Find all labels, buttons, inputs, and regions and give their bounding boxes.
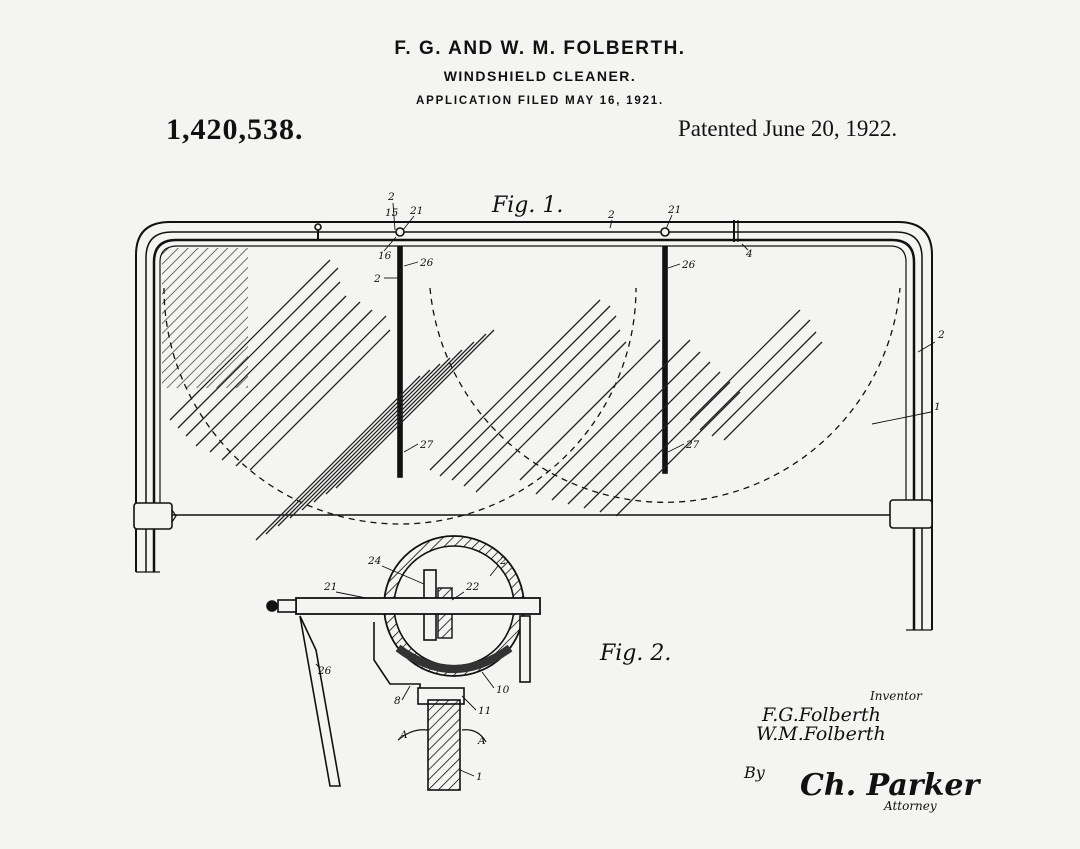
ref-fig2-1: 1	[476, 771, 483, 783]
fig1-label: Fig. 1.	[492, 193, 564, 218]
ref-fig2-a-right: A	[478, 735, 486, 747]
ref-fig1-1: 1	[934, 401, 941, 413]
application-filed-line: APPLICATION FILED MAY 16, 1921.	[416, 95, 664, 107]
fig2-label: Fig. 2.	[600, 641, 672, 666]
patented-date: Patented June 20, 1922.	[678, 116, 898, 141]
ref-fig2-21: 21	[324, 581, 338, 593]
ref-fig2-2: 2	[500, 555, 507, 567]
patent-title: WINDSHIELD CLEANER.	[443, 68, 637, 84]
ref-fig1-15: 15	[385, 207, 399, 219]
ref-fig2-11: 11	[478, 705, 492, 717]
ref-fig1-2-frame: 2	[938, 329, 945, 341]
inventors-heading: F. G. AND W. M. FOLBERTH.	[394, 38, 686, 59]
ref-fig2-8: 8	[394, 695, 401, 707]
ref-fig1-16: 16	[378, 250, 392, 262]
ref-fig1-21-right: 21	[668, 204, 682, 216]
ref-fig2-22: 22	[466, 581, 480, 593]
ref-fig1-2-mid: 2	[608, 209, 615, 221]
ref-fig1-4: 4	[746, 248, 753, 260]
ref-fig1-27-left: 27	[420, 439, 434, 451]
ref-fig2-a-left: A	[400, 729, 408, 741]
inventor-label: Inventor	[870, 689, 922, 703]
fig1-windshield	[134, 220, 932, 630]
glass-shading	[162, 248, 822, 540]
inventor2-signature: W.M.Folberth	[756, 723, 886, 745]
attorney-signature: Ch. Parker	[800, 768, 980, 803]
ref-fig2-24: 24	[368, 555, 382, 567]
ref-fig1-26-right: 26	[682, 259, 696, 271]
inventor1-signature: F.G.Folberth	[762, 704, 881, 726]
ref-fig1-26-left: 26	[420, 257, 434, 269]
fig2-section	[267, 536, 540, 790]
ref-fig1-2-top: 2	[388, 191, 395, 203]
ref-fig2-10: 10	[496, 684, 510, 696]
patent-number: 1,420,538.	[166, 113, 304, 146]
ref-fig1-27-right: 27	[686, 439, 700, 451]
by-label: By	[744, 763, 765, 782]
ref-fig2-26: 26	[318, 665, 332, 677]
ref-fig1-2-blade: 2	[374, 273, 381, 285]
ref-fig1-21-left: 21	[410, 205, 424, 217]
attorney-label: Attorney	[884, 799, 937, 813]
